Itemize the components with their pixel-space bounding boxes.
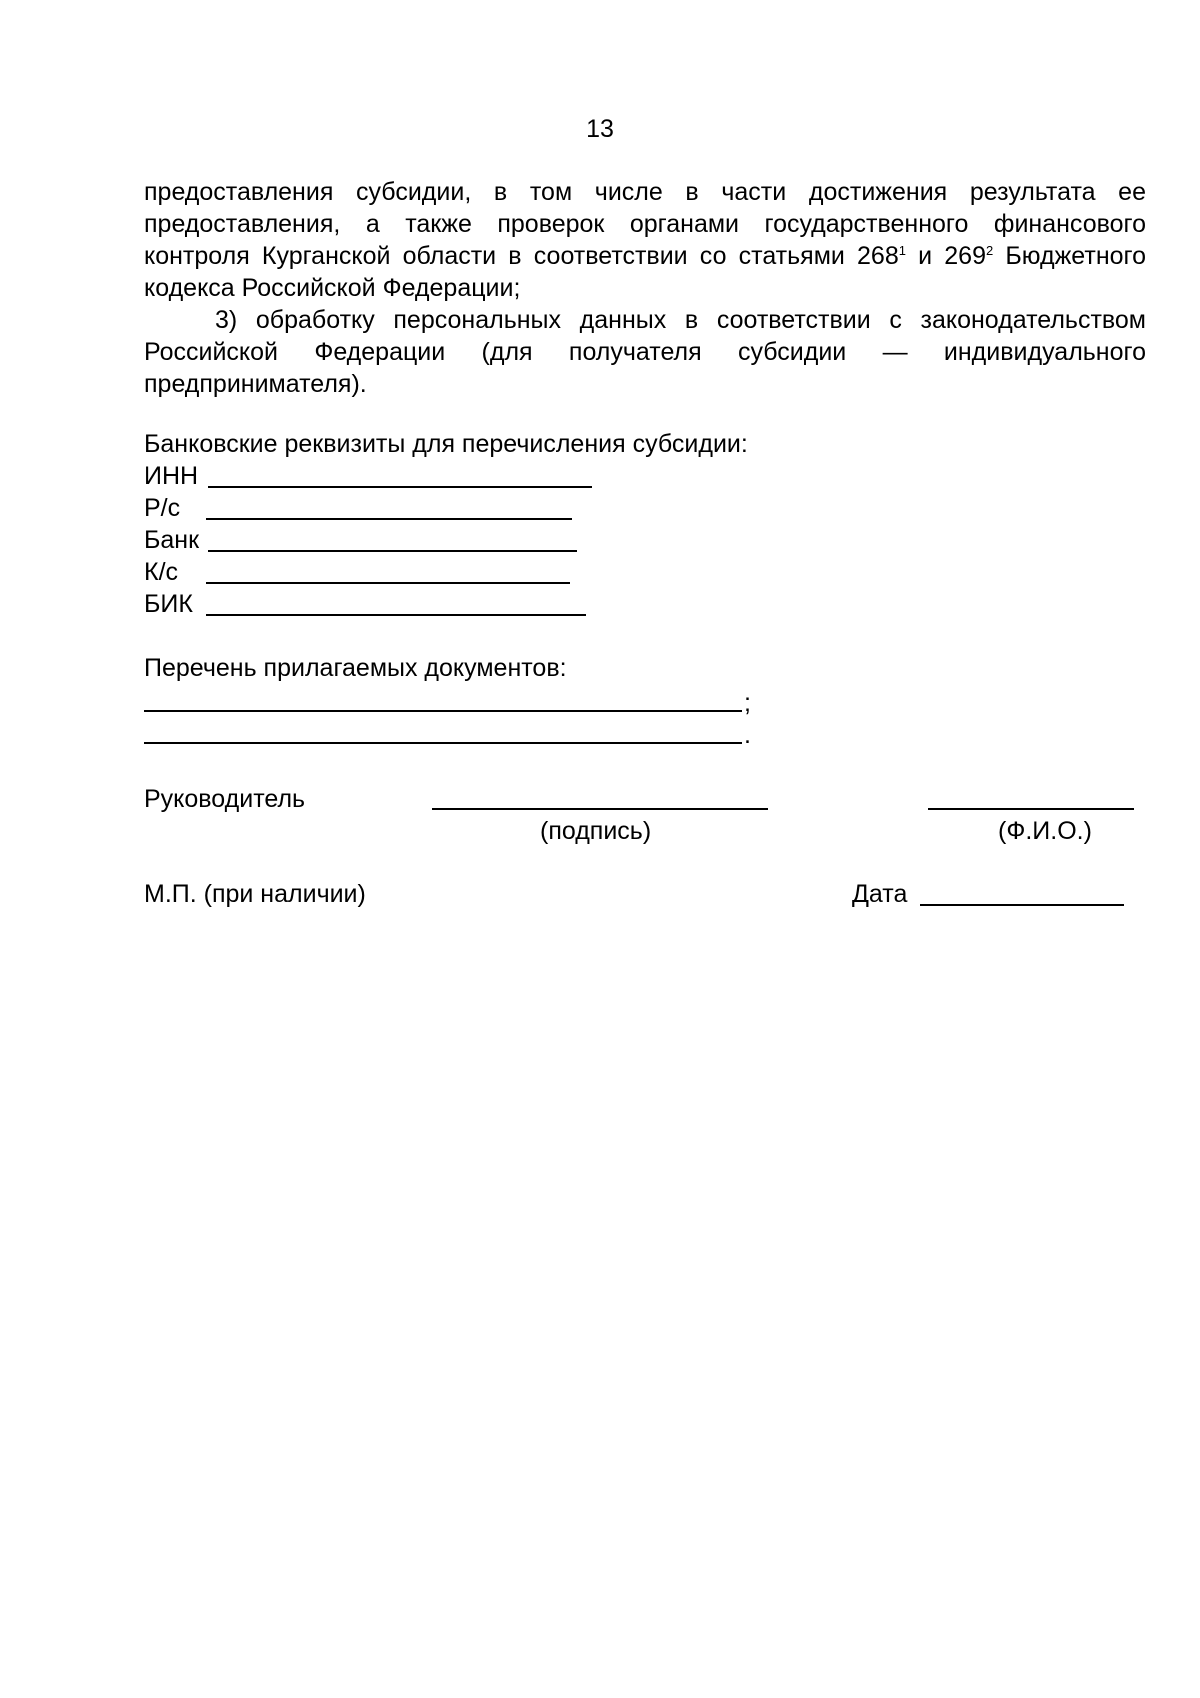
intro-line-3-text-c: Бюджетного	[993, 242, 1147, 270]
bank-details-heading: Банковские реквизиты для перечисления субсидии:	[144, 430, 748, 458]
document-line-1-end: ;	[744, 689, 751, 717]
documents-heading: Перечень прилагаемых документов:	[144, 654, 567, 682]
item-3-line-2: Российской Федерации (для получателя субсидии — индивидуального	[144, 338, 1146, 366]
document-line-2-end: .	[744, 721, 751, 749]
stamp-label: М.П. (при наличии)	[144, 880, 366, 908]
account-field[interactable]	[206, 518, 572, 520]
bank-label: Банк	[144, 526, 200, 554]
full-name-caption: (Ф.И.О.)	[998, 817, 1092, 845]
intro-line-2: предоставления, а также проверок органами государственного финансового	[144, 210, 1146, 238]
account-label: Р/с	[144, 494, 181, 522]
intro-line-3	[144, 240, 1146, 272]
inn-label: ИНН	[144, 462, 199, 490]
date-field[interactable]	[920, 904, 1124, 906]
head-label: Руководитель	[144, 785, 306, 813]
corr-account-field[interactable]	[206, 582, 570, 584]
intro-line-1: предоставления субсидии, в том числе в части достижения результата ее	[144, 178, 1146, 206]
document-field-2[interactable]	[144, 742, 742, 744]
intro-line-3-text-b: и 269	[905, 242, 986, 270]
intro-line-4: кодекса Российской Федерации;	[144, 274, 521, 302]
intro-line-3-text-a: контроля Курганской области в соответствии со статьями 268	[144, 242, 899, 270]
document-field-1[interactable]	[144, 710, 742, 712]
date-label: Дата	[852, 880, 908, 908]
full-name-field[interactable]	[928, 808, 1134, 810]
bik-field[interactable]	[206, 614, 586, 616]
item-3-line-3: предпринимателя).	[144, 370, 367, 398]
item-3-line-1: 3) обработку персональных данных в соответствии с законодательством	[215, 306, 1146, 334]
item-3-paragraph	[144, 304, 1146, 400]
page-number: 13	[586, 115, 614, 143]
signature-field[interactable]	[432, 808, 768, 810]
bik-label: БИК	[144, 590, 193, 618]
footnote-marker-2: 2	[985, 243, 994, 258]
bank-field[interactable]	[208, 550, 577, 552]
signature-caption: (подпись)	[540, 817, 652, 845]
corr-account-label: К/с	[144, 558, 179, 586]
inn-field[interactable]	[208, 486, 592, 488]
footnote-marker-1: 1	[898, 243, 906, 258]
intro-paragraph	[144, 176, 1146, 304]
